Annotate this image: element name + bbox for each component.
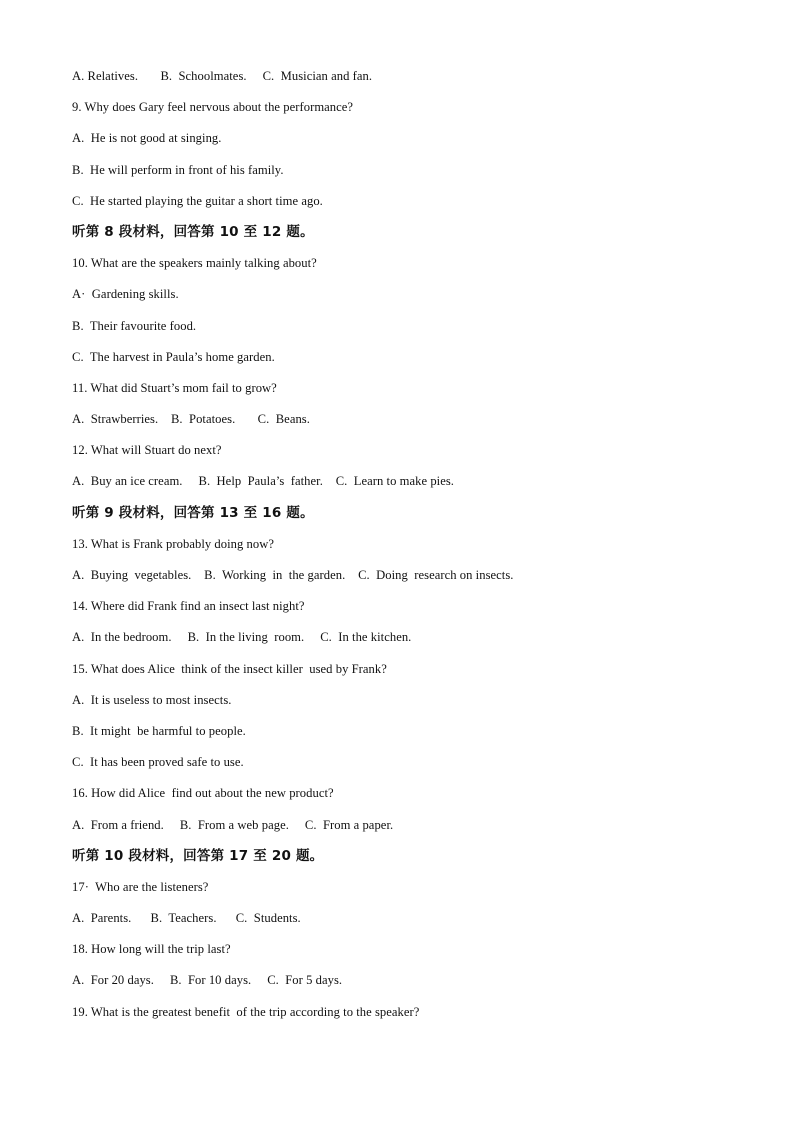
question-text: 14. Where did Frank find an insect last night? (72, 599, 305, 614)
exam-page (72, 62, 732, 1029)
question-text: 12. What will Stuart do next? (72, 443, 222, 458)
answer-options: B. It might be harmful to people. (72, 723, 246, 738)
answer-options: A. It is useless to most insects. (72, 692, 232, 707)
question-text: 13. What is Frank probably doing now? (72, 536, 275, 551)
answer-options: A· Gardening skills. (72, 287, 179, 302)
answer-options: A. Buying vegetables. B. Working in the garden. C. Doing research on insects. (72, 568, 514, 582)
question-text: 11. What did Stuart’s mom fail to grow? (72, 380, 277, 395)
answer-options: B. He will perform in front of his family. (72, 162, 284, 177)
answer-options: C. It has been proved safe to use. (72, 755, 244, 770)
question-text: 17· Who are the listeners? (72, 879, 209, 894)
section-heading: 听第 9 段材料，回答第 13 至 16 题。 (72, 504, 314, 521)
section-heading: 听第 8 段材料，回答第 10 至 12 题。 (72, 223, 314, 240)
answer-options: C. He started playing the guitar a short time ago. (72, 193, 323, 208)
question-text: 9. Why does Gary feel nervous about the performance? (72, 100, 354, 115)
answer-options: A. Relatives. B. Schoolmates. C. Musician and fan. (72, 69, 373, 83)
answer-options: A. Buy an ice cream. B. Help Paula’s father. C. Learn to make pies. (72, 474, 455, 489)
answer-options: A. In the bedroom. B. In the living room. C. In the kitchen. (72, 630, 412, 645)
answer-options: A. Strawberries. B. Potatoes. C. Beans. (72, 412, 310, 427)
answer-options: A. He is not good at singing. (72, 131, 222, 146)
question-text: 19. What is the greatest benefit of the trip according to the speaker? (72, 1004, 420, 1019)
answer-options: C. The harvest in Paula’s home garden. (72, 349, 275, 364)
section-heading: 听第 10 段材料，回答第 17 至 20 题。 (72, 847, 324, 864)
question-text: 10. What are the speakers mainly talking about? (72, 256, 317, 271)
answer-options: A. From a friend. B. From a web page. C. From a paper. (72, 817, 394, 832)
answer-options: A. For 20 days. B. For 10 days. C. For 5 days. (72, 973, 343, 988)
question-text: 18. How long will the trip last? (72, 942, 231, 957)
question-text: 15. What does Alice think of the insect killer used by Frank? (72, 661, 387, 676)
answer-options: A. Parents. B. Teachers. C. Students. (72, 911, 301, 926)
answer-options: B. Their favourite food. (72, 318, 197, 333)
question-text: 16. How did Alice find out about the new product? (72, 786, 334, 801)
